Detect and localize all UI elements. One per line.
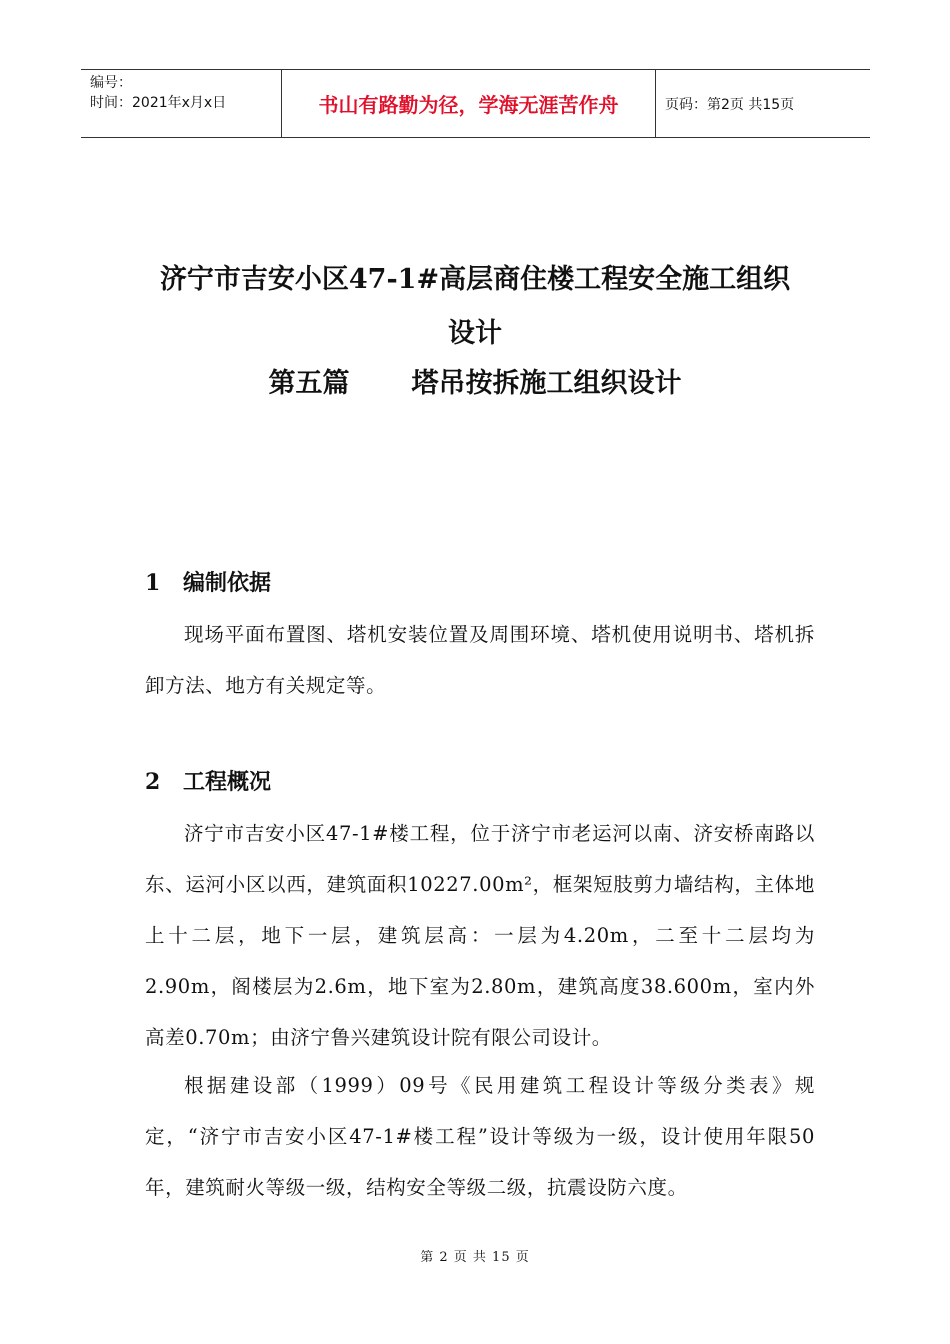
section-number: 1 — [145, 570, 161, 596]
section-heading-1 — [145, 568, 271, 598]
doc-title-line1: 济宁市吉安小区47-1#高层商住楼工程安全施工组织 — [159, 264, 791, 295]
section-2-paragraph-1: 济宁市吉安小区47-1#楼工程，位于济宁市老运河以南、济安桥南路以东、运河小区以西，建筑面积10227.00m²，框架短肢剪力墙结构，主体地上十二层，地下一层，建筑层高：一层为4.20m，二至十二层均为2.90m，阁楼层为2.6m，地下室为2.80m，建筑高度38.600m，室内外高差0.70m；由济宁鲁兴建筑设计院有限公司设计。 — [145, 822, 815, 1049]
header-motto: 书山有路勤为径，学海无涯苦作舟 — [282, 70, 656, 137]
doc-title-line2: 设计 — [448, 318, 502, 349]
header-meta — [81, 70, 282, 137]
header-page-info: 页码：第2页 共15页 — [665, 96, 795, 113]
doc-part-title — [0, 368, 950, 400]
part-name: 塔吊按拆施工组织设计 — [411, 368, 682, 399]
section-heading-2 — [145, 767, 271, 797]
section-number: 2 — [145, 769, 161, 795]
part-label: 第五篇 — [268, 368, 350, 399]
section-1-paragraph: 现场平面布置图、塔机安装位置及周围环境、塔机使用说明书、塔机拆卸方法、地方有关规定等。 — [145, 623, 815, 697]
section-2-paragraph-2: 根据建设部（1999）09号《民用建筑工程设计等级分类表》规定，“济宁市吉安小区47-1#楼工程”设计等级为一级，设计使用年限50年，建筑耐火等级一级，结构安全等级二级，抗震设防六度。 — [145, 1074, 815, 1199]
header-time-label: 时间：2021年x月x日 — [90, 95, 227, 111]
page-header — [81, 69, 870, 138]
header-number-label: 编号： — [90, 75, 132, 91]
section-title: 编制依据 — [183, 570, 272, 596]
section-title: 工程概况 — [183, 769, 272, 795]
page-footer: 第 2 页 共 15 页 — [420, 1250, 530, 1265]
